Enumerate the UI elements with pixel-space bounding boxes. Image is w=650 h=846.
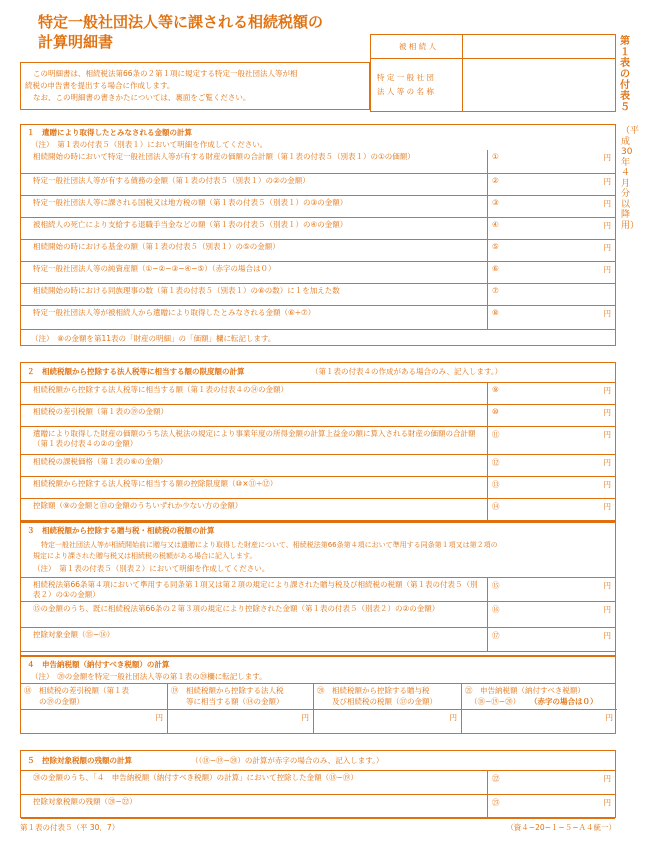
sec4-column bbox=[313, 684, 461, 733]
line-number: ② bbox=[492, 176, 499, 185]
section-5-title: ５ 控除対象税額の残額の計算 bbox=[27, 756, 132, 765]
line-number: ⑨ bbox=[492, 385, 499, 394]
sec5-row bbox=[21, 795, 615, 819]
line-number: ⑰ bbox=[492, 631, 500, 640]
sec1-row-label: 特定一般社団法人等が被相続人から遺贈により取得したとみなされる金額（⑥÷⑦） bbox=[33, 308, 316, 317]
section-3-title: ３ 相続税額から控除する贈与税・相続税の税額の計算 bbox=[27, 526, 215, 535]
side-form-label: 第１表の付表５ bbox=[620, 36, 630, 113]
sec2-amount-field[interactable] bbox=[487, 499, 615, 520]
section-1 bbox=[20, 124, 616, 346]
line-number: ⑩ bbox=[492, 407, 499, 416]
section-5-title-note: （（⑱−⑲−⑳）の計算が赤字の場合のみ、記入します。） bbox=[191, 756, 384, 765]
yen-unit: 円 bbox=[603, 631, 611, 640]
line-number: ③ bbox=[492, 198, 499, 207]
sec1-row bbox=[21, 262, 615, 284]
sec4-amount-field[interactable] bbox=[21, 709, 167, 733]
form-title-line1: 特定一般社団法人等に課される相続税額の bbox=[38, 13, 324, 31]
yen-unit: 円 bbox=[603, 502, 611, 511]
line-number: ⑯ bbox=[492, 605, 500, 614]
sec1-row-label: 特定一般社団法人等が有する債務の金額（第１表の付表５（別表１）の②の金額） bbox=[33, 176, 310, 185]
sec4-amount-field[interactable] bbox=[462, 709, 617, 733]
sec1-row-label: 被相続人の死亡により支給する退職手当金などの額（第１表の付表５（別表１）の④の金額） bbox=[33, 220, 348, 229]
yen-unit: 円 bbox=[603, 309, 611, 318]
line-number: ④ bbox=[492, 220, 499, 229]
line-number: ㉓ bbox=[492, 798, 500, 807]
notice-line2: 続税の申告書を提出する場合に作成します。 bbox=[25, 81, 175, 90]
yen-unit: 円 bbox=[603, 177, 611, 186]
section-1-title: １ 遺贈により取得したとみなされる金額の計算 bbox=[27, 128, 192, 137]
sec2-row-label: 控除額（⑨の金額と⑬の金額のうちいずれか少ない方の金額） bbox=[33, 501, 243, 510]
sec1-amount-field[interactable] bbox=[487, 218, 615, 239]
line-number: ⑥ bbox=[492, 264, 499, 273]
sec1-row bbox=[21, 174, 615, 196]
sec1-row-label: 特定一般社団法人等の純資産額（①−②−③−④−⑤）（赤字の場合は０） bbox=[33, 264, 276, 273]
line-number: ⑭ bbox=[492, 502, 500, 511]
sec1-row bbox=[21, 150, 615, 174]
sec2-row-label: 相続税額から控除する法人税等に相当する額の控除限度額（⑩×⑪÷⑫） bbox=[33, 479, 278, 488]
line-number: ⑪ bbox=[492, 430, 500, 439]
sec5-row-label: ⑳の金額のうち、「４ 申告納税額（納付すべき税額）の計算」において控除した金額（⑱−⑲） bbox=[33, 773, 358, 782]
sec3-row bbox=[21, 628, 615, 652]
sec4-column-label-l1: 相続税額から控除する法人税 bbox=[186, 686, 284, 695]
yen-unit: 円 bbox=[603, 408, 611, 417]
section-4-columns bbox=[21, 683, 615, 733]
yen-unit: 円 bbox=[603, 605, 611, 614]
footer-form-code: （資４−20−１−５−Ａ４統一） bbox=[506, 823, 616, 832]
sec2-row bbox=[21, 499, 615, 521]
corp-name-label-l2: 法 人 等 の 名 称 bbox=[377, 87, 434, 96]
sec5-amount-field[interactable] bbox=[487, 771, 615, 794]
section-1-footnote: （注） ⑧の金額を第11表の「財産の明細」の「価額」欄に転記します。 bbox=[31, 334, 276, 343]
sec1-row bbox=[21, 240, 615, 262]
section-4 bbox=[20, 656, 616, 734]
sec1-amount-field[interactable] bbox=[487, 196, 615, 217]
sec2-amount-field[interactable] bbox=[487, 405, 615, 426]
line-number: ⑫ bbox=[492, 458, 500, 467]
sec2-amount-field[interactable] bbox=[487, 477, 615, 498]
yen-unit: 円 bbox=[603, 199, 611, 208]
section-1-rows bbox=[21, 150, 615, 330]
section-3-body-line2: 規定により課された贈与税又は相続税の税額がある場合に記入します。 bbox=[33, 552, 257, 560]
line-number: ㉒ bbox=[492, 774, 500, 783]
sec2-row-label: 相続税額から控除する法人税等に相当する額（第１表の付表４の⑭の金額） bbox=[33, 385, 288, 394]
yen-unit: 円 bbox=[603, 265, 611, 274]
section-2 bbox=[20, 362, 616, 522]
yen-unit: 円 bbox=[603, 798, 611, 807]
sec1-row bbox=[21, 218, 615, 240]
line-number: ⑦ bbox=[492, 286, 499, 295]
yen-unit: 円 bbox=[603, 153, 611, 162]
yen-unit: 円 bbox=[603, 386, 611, 395]
section-1-note: （注） 第１表の付表５（別表１）において明細を作成してください。 bbox=[31, 140, 268, 149]
section-3-body-line1: 特定一般社団法人等が相続開始前に贈与又は遺贈により取得した財産について、相続税法第66条第４項において準用する同条第１項又は第２項の bbox=[41, 541, 498, 549]
section-4-note: （注） ⑳の金額を特定一般社団法人等の第１表の⑳欄に転記します。 bbox=[31, 672, 267, 681]
sec4-column-label-l2: （⑱−⑲−⑳） bbox=[470, 697, 521, 706]
sec2-row bbox=[21, 455, 615, 477]
sec4-column-label-note: （赤字の場合は０） bbox=[530, 697, 598, 706]
sec1-row-label: 相続開始の時における基金の額（第１表の付表５（別表１）の⑤の金額） bbox=[33, 242, 280, 251]
decedent-label: 被 相 続 人 bbox=[399, 42, 437, 51]
notice-line1: この明細書は、相続税法第66条の２第１項に規定する特定一般社団法人等が相 bbox=[33, 69, 298, 78]
sec2-amount-field[interactable] bbox=[487, 455, 615, 476]
sec4-amount-field[interactable] bbox=[168, 709, 313, 733]
sec3-row-label: 控除対象金額（⑮−⑯） bbox=[33, 630, 115, 639]
sec3-amount-field[interactable] bbox=[487, 602, 615, 627]
notice-box bbox=[20, 62, 370, 110]
yen-unit: 円 bbox=[603, 458, 611, 467]
decedent-field[interactable] bbox=[463, 35, 615, 59]
line-number: ⑱ bbox=[24, 686, 32, 695]
corp-name-field[interactable] bbox=[463, 59, 615, 111]
sec5-row-label: 控除対象税額の残額（⑳−㉒） bbox=[33, 797, 137, 806]
sec2-row bbox=[21, 383, 615, 405]
line-number: ⑬ bbox=[492, 480, 500, 489]
yen-unit: 円 bbox=[605, 713, 613, 722]
sec4-column bbox=[461, 684, 617, 733]
sec2-amount-field[interactable] bbox=[487, 427, 615, 454]
sec1-amount-field[interactable] bbox=[487, 262, 615, 283]
sec1-row bbox=[21, 196, 615, 218]
sec4-column-label-l1: 相続税額から控除する贈与税 bbox=[332, 686, 430, 695]
sec2-row-label: 遺贈により取得した財産の価額のうち法人税法の規定により事業年度の所得金額の計算上益金の額に算入される財産の価額の合計額（第１表の付表４の②の金額） bbox=[33, 429, 476, 448]
line-number: ⑧ bbox=[492, 308, 499, 317]
line-number: ⑲ bbox=[171, 686, 179, 695]
sec4-column bbox=[21, 684, 167, 733]
sec2-row bbox=[21, 405, 615, 427]
side-period-label: （平成30年４月分以降用） bbox=[621, 126, 640, 231]
footer-form-id: 第１表の付表５（平 30．7） bbox=[20, 823, 120, 832]
yen-unit: 円 bbox=[449, 713, 457, 722]
section-5-rows bbox=[21, 770, 615, 819]
sec1-row bbox=[21, 306, 615, 330]
sec1-amount-field[interactable] bbox=[487, 150, 615, 173]
section-5 bbox=[20, 750, 616, 818]
sec5-row bbox=[21, 771, 615, 795]
sec3-row-label: 相続税法第66条第４項において準用する同条第１項又は第２項の規定により課された贈与税及び相続税の税額（第１表の付表５（別表２）の①の金額） bbox=[33, 580, 478, 599]
sec1-row-label: 相続開始の時における同族理事の数（第１表の付表５（別表１）の⑥の数）に１を加えた数 bbox=[33, 286, 340, 295]
section-3-rows bbox=[21, 577, 615, 652]
corp-name-label-l1: 特 定 一 般 社 団 bbox=[377, 73, 434, 82]
sec4-amount-field[interactable] bbox=[314, 709, 461, 733]
sec1-row bbox=[21, 284, 615, 306]
sec4-column-label-l2: 及び相続税の税額（⑰の金額） bbox=[332, 697, 437, 706]
sec4-column bbox=[167, 684, 313, 733]
sec5-amount-field[interactable] bbox=[487, 795, 615, 818]
sec1-amount-field[interactable] bbox=[487, 284, 615, 305]
sec4-column-label-l1: 申告納税額（納付すべき税額） bbox=[480, 686, 585, 695]
sec1-amount-field[interactable] bbox=[487, 306, 615, 329]
section-3 bbox=[20, 522, 616, 656]
sec4-column-label-l2: の⑲の金額） bbox=[39, 697, 84, 706]
form-title-line2: 計算明細書 bbox=[38, 33, 114, 51]
line-number: ① bbox=[492, 152, 499, 161]
line-number: ㉑ bbox=[465, 686, 473, 695]
yen-unit: 円 bbox=[603, 430, 611, 439]
yen-unit: 円 bbox=[301, 713, 309, 722]
yen-unit: 円 bbox=[603, 243, 611, 252]
header-info-box bbox=[370, 34, 616, 112]
section-4-title: ４ 申告納税額（納付すべき税額）の計算 bbox=[27, 660, 170, 669]
sec4-column-label-l2: 等に相当する額（⑭の金額） bbox=[186, 697, 284, 706]
sec2-amount-field[interactable] bbox=[487, 383, 615, 404]
sec2-row-label: 相続税の課税価格（第１表の⑥の金額） bbox=[33, 457, 168, 466]
sec1-amount-field[interactable] bbox=[487, 174, 615, 195]
sec3-amount-field[interactable] bbox=[487, 578, 615, 601]
sec1-amount-field[interactable] bbox=[487, 240, 615, 261]
sec2-row bbox=[21, 427, 615, 455]
yen-unit: 円 bbox=[603, 480, 611, 489]
section-2-rows bbox=[21, 382, 615, 521]
yen-unit: 円 bbox=[603, 774, 611, 783]
section-2-title: ２ 相続税額から控除する法人税等に相当する額の限度額の計算 bbox=[27, 367, 245, 376]
sec1-row-label: 相続開始の時において特定一般社団法人等が有する財産の価額の合計額（第１表の付表５（別表１）の①の価額） bbox=[33, 152, 415, 161]
sec3-row-label: ⑮の金額のうち、既に相続税法第66条の２第３項の規定により控除された金額（第１表の付表５（別表２）の②の金額） bbox=[33, 604, 440, 613]
sec4-column-label-l1: 相続税の差引税額（第１表 bbox=[39, 686, 129, 695]
sec3-amount-field[interactable] bbox=[487, 628, 615, 651]
sec1-row-label: 特定一般社団法人等に課される国税又は地方税の額（第１表の付表５（別表１）の③の金額） bbox=[33, 198, 348, 207]
yen-unit: 円 bbox=[155, 713, 163, 722]
section-2-title-note: （第１表の付表４の作成がある場合のみ、記入します。） bbox=[311, 367, 503, 376]
line-number: ⑳ bbox=[317, 686, 325, 695]
sec3-row bbox=[21, 578, 615, 602]
sec2-row-label: 相続税の差引税額（第１表の⑲の金額） bbox=[33, 407, 168, 416]
notice-line3: なお、この明細書の書きかたについては、裏面をご覧ください。 bbox=[33, 93, 251, 102]
line-number: ⑮ bbox=[492, 581, 500, 590]
line-number: ⑤ bbox=[492, 242, 499, 251]
sec2-row bbox=[21, 477, 615, 499]
yen-unit: 円 bbox=[603, 581, 611, 590]
section-3-note: （注） 第１表の付表５（別表２）において明細を作成してください。 bbox=[33, 564, 270, 573]
sec3-row bbox=[21, 602, 615, 628]
yen-unit: 円 bbox=[603, 221, 611, 230]
